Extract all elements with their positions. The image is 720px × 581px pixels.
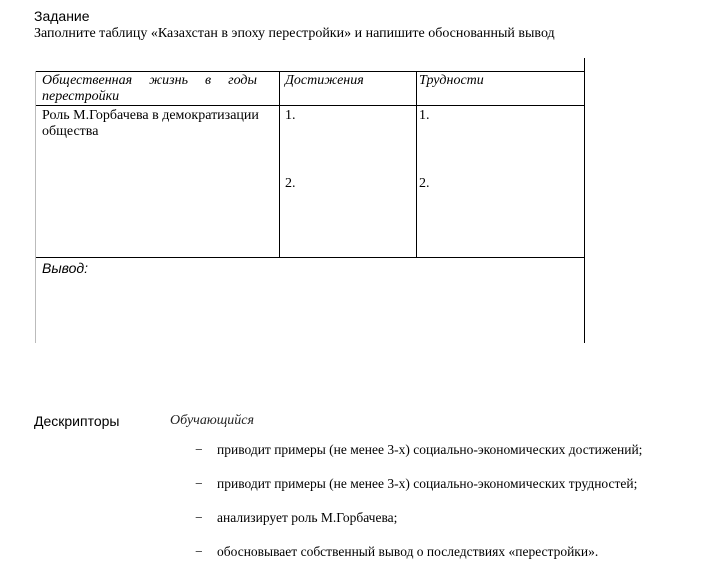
descriptor-text: приводит примеры (не менее 3-х) социально-экономических трудностей; [217, 476, 638, 491]
difficulty-item-1: 1. [419, 108, 430, 123]
table-top-border [35, 71, 585, 72]
task-heading: Задание [34, 8, 90, 24]
table-col-divider-1 [279, 71, 280, 258]
difficulty-item-2: 2. [419, 176, 430, 191]
list-item [195, 544, 642, 578]
conclusion-label: Вывод: [42, 260, 89, 276]
learner-label: Обучающийся [170, 413, 255, 428]
header-public-life: Общественная жизнь в годы перестройки [42, 73, 257, 104]
list-item [195, 510, 642, 544]
dash-bullet: − [195, 442, 203, 457]
dash-bullet: − [195, 476, 203, 491]
dash-bullet: − [195, 544, 203, 559]
list-item [195, 442, 642, 476]
descriptor-text: анализирует роль М.Горбачева; [217, 510, 398, 525]
header-difficulties: Трудности [419, 73, 484, 88]
descriptor-text: обосновывает собственный вывод о последствиях «перестройки». [217, 544, 599, 559]
perestroika-table [35, 71, 585, 343]
task-instruction: Заполните таблицу «Казахстан в эпоху перестройки» и напишите обоснованный вывод [34, 26, 555, 41]
list-item [195, 476, 642, 510]
table-right-border [584, 58, 585, 343]
table-left-border [35, 71, 36, 343]
table-row-divider [35, 257, 585, 258]
descriptor-text: приводит примеры (не менее 3-х) социально-экономических достижений; [217, 442, 643, 457]
topic-cell: Роль М.Горбачева в демократизации общества [42, 108, 259, 139]
table-header-divider [35, 105, 585, 106]
achievement-item-1: 1. [285, 108, 296, 123]
dash-bullet: − [195, 510, 203, 525]
descriptors-label: Дескрипторы [34, 413, 120, 429]
achievement-item-2: 2. [285, 176, 296, 191]
descriptor-list [195, 442, 642, 578]
table-col-divider-2 [416, 71, 417, 258]
header-achievements: Достижения [285, 73, 364, 88]
